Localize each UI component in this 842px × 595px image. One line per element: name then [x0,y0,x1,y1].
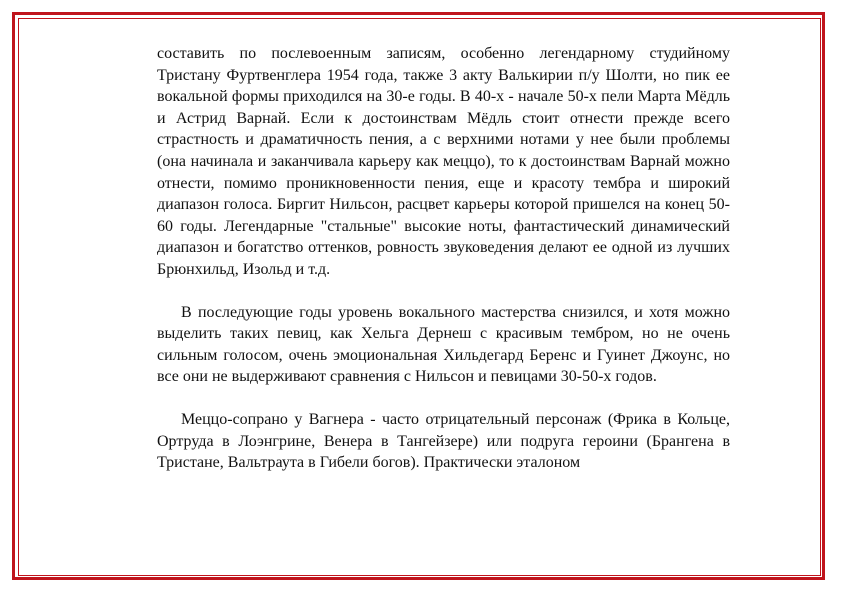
document-body [157,43,730,474]
paragraph-later-years: В последующие годы уровень вокального мастерства снизился, и хотя можно выделить таких певиц, как Хельга Дернеш с красивым тембром, но не очень сильным голосом, очень эмоциональная Хильдегард Беренс и Гуинет Джоунс, но все они не выдерживают сравнения с Нильсон и певицами 30-50-х годов. [157,303,730,386]
paragraph-mezzo-soprano: Меццо-сопрано у Вагнера - часто отрицательный персонаж (Фрика в Кольце, Ортруда в Лоэнгрине, Венера в Тангейзере) или подруга героини (Брангена в Тристане, Вальтраута в Гибели богов). Практически эталоном [157,410,730,472]
paragraph-continuation: составить по послевоенным записям, особенно легендарному студийному Тристану Фуртвенглера 1954 года, также 3 акту Валькирии п/у Шолти, но пик ее вокальной формы приходился на 30-е годы. В 40-х - начале 50-х пели Марта Мёдль и Астрид Варнай. Если к достоинствам Мёдль стоит отнести прежде всего страстность и драматичность пения, а с верхними нотами у нее были проблемы (она начинала и заканчивала карьеру как меццо), то к достоинствам Варнай можно отнести, помимо проникновенности пения, еще и красоту тембра и широкий диапазон голоса. Биргит Нильсон, расцвет карьеры которой пришелся на конец 50-60 годы. Легендарные "стальные" высокие ноты, фантастический динамический диапазон и богатство оттенков, ровность звуковедения делают ее одной из лучших Брюнхильд, Изольд и т.д. [157,45,730,278]
